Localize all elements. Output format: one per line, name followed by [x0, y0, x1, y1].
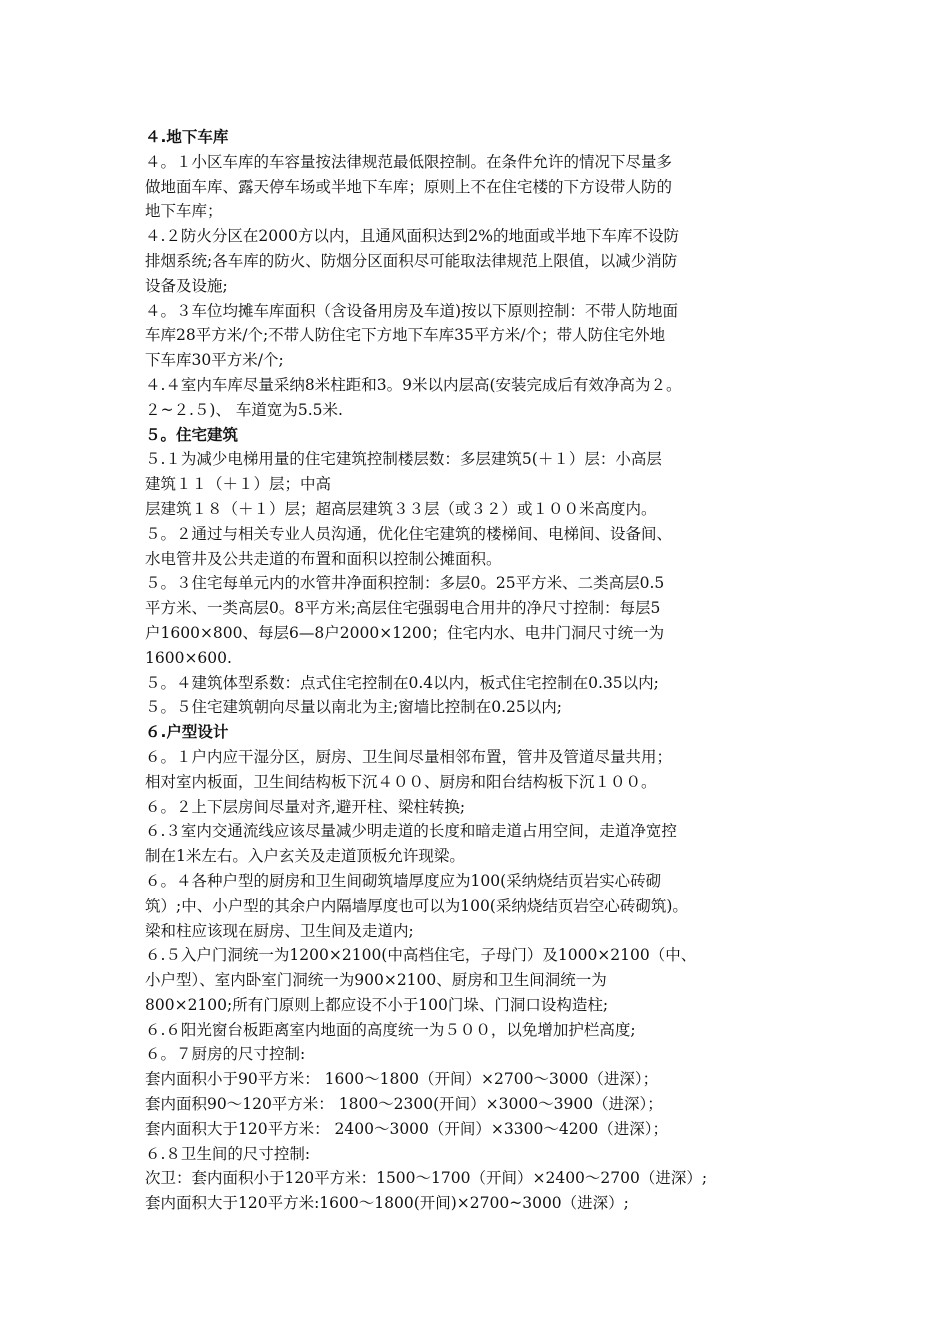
text-line: ５。２通过与相关专业人员沟通，优化住宅建筑的楼梯间、电梯间、设备间、	[145, 524, 673, 543]
text-line: 套内面积90～120平方米： 1800～2300(开间）×3000～3900（进深）；	[145, 1095, 663, 1114]
text-line: 次卫：套内面积小于120平方米：1500～1700（开间）×2400～2700（进深）;	[145, 1169, 708, 1188]
section-heading: ４.地下车库	[145, 128, 229, 146]
text-line: ２~２.５)、 车道宽为5.5米.	[145, 400, 343, 419]
text-line: 建筑１１（＋１）层；中高	[145, 475, 332, 494]
text-line: ６。１户内应干湿分区，厨房、卫生间尽量相邻布置，管井及管道尽量共用；	[145, 747, 673, 766]
text-line: ５。４建筑体型系数：点式住宅控制在0.4以内，板式住宅控制在0.35以内;	[145, 673, 659, 692]
text-line: 设备及设施;	[145, 276, 228, 295]
text-line: 下车库30平方米/个;	[145, 351, 284, 370]
text-line: ４.２防火分区在2000方以内，且通风面积达到2%的地面或半地下车库不设防	[145, 227, 679, 246]
text-line: 梁和柱应该现在厨房、卫生间及走道内;	[145, 921, 414, 940]
text-line: ６。４各种户型的厨房和卫生间砌筑墙厚度应为100(采纳烧结页岩实心砖砌	[145, 871, 662, 890]
text-line: ６。７厨房的尺寸控制:	[145, 1045, 306, 1064]
text-line: ４.４室内车库尽量采纳8米柱距和3。9米以内层高(安装完成后有效净高为２。	[145, 375, 682, 394]
text-line: 水电管井及公共走道的布置和面积以控制公摊面积。	[145, 549, 502, 568]
text-line: 户1600×800、每层6—8户2000×1200；住宅内水、电井门洞尺寸统一为	[145, 623, 665, 642]
text-line: 车库28平方米/个;不带人防住宅下方地下车库35平方米/个；带人防住宅外地	[145, 326, 666, 345]
section-heading: ５。住宅建筑	[145, 425, 239, 444]
text-line: 小户型）、室内卧室门洞统一为900×2100、厨房和卫生间洞统一为	[145, 971, 607, 990]
text-line: 套内面积大于120平方米:1600～1800(开间)×2700~3000（进深）;	[145, 1194, 629, 1213]
text-line: 800×2100;所有门原则上都应设不小于100门垛、门洞口设构造柱;	[145, 995, 609, 1014]
text-line: ５。３住宅每单元内的水管井净面积控制：多层0。25平方米、二类高层0.5	[145, 574, 665, 593]
text-line: ６.８卫生间的尺寸控制:	[145, 1144, 311, 1163]
section-heading: ６.户型设计	[145, 723, 229, 742]
text-line: ６.６阳光窗台板距离室内地面的高度统一为５００，以免增加护栏高度;	[145, 1020, 636, 1039]
text-line: ６.５入户门洞统一为1200×2100(中高档住宅，子母门）及1000×2100（中、	[145, 946, 697, 965]
text-line: ４。１小区车库的车容量按法律规范最低限控制。在条件允许的情况下尽量多	[145, 152, 673, 171]
text-line: 相对室内板面，卫生间结构板下沉４００、厨房和阳台结构板下沉１００。	[145, 772, 657, 791]
text-line: 层建筑１８（＋１）层；超高层建筑３３层（或３２）或１００米高度内。	[145, 499, 657, 518]
text-line: 套内面积小于90平方米： 1600～1800（开间）×2700～3000（进深）；	[145, 1070, 659, 1089]
text-line: ６.３室内交通流线应该尽量减少明走道的长度和暗走道占用空间，走道净宽控	[145, 822, 677, 841]
text-line: 平方米、一类高层0。8平方米;高层住宅强弱电合用井的净尺寸控制：每层5	[145, 599, 661, 618]
text-line: ５.１为减少电梯用量的住宅建筑控制楼层数：多层建筑5(＋１）层：小高层	[145, 450, 662, 469]
document-body	[145, 125, 815, 1216]
text-line: 制在1米左右。入户玄关及走道顶板允许现梁。	[145, 847, 465, 866]
text-line: ４。３车位均摊车库面积（含设备用房及车道)按以下原则控制：不带人防地面	[145, 301, 679, 320]
text-line: 筑）;中、小户型的其余户内隔墙厚度也可以为100(采纳烧结页岩空心砖砌筑)。	[145, 896, 688, 915]
text-line: 排烟系统;各车库的防火、防烟分区面积尽可能取法律规范上限值，以减少消防	[145, 251, 678, 270]
text-line: ５。５住宅建筑朝向尽量以南北为主;窗墙比控制在0.25以内;	[145, 698, 562, 717]
text-line: 地下车库；	[145, 202, 223, 221]
text-line: ６。２上下层房间尽量对齐,避开柱、梁柱转换;	[145, 797, 466, 816]
text-line: 套内面积大于120平方米： 2400～3000（开间）×3300～4200（进深）；	[145, 1119, 669, 1138]
text-line: 1600×600.	[145, 648, 232, 667]
text-line: 做地面车库、露天停车场或半地下车库；原则上不在住宅楼的下方设带人防的	[145, 177, 673, 196]
